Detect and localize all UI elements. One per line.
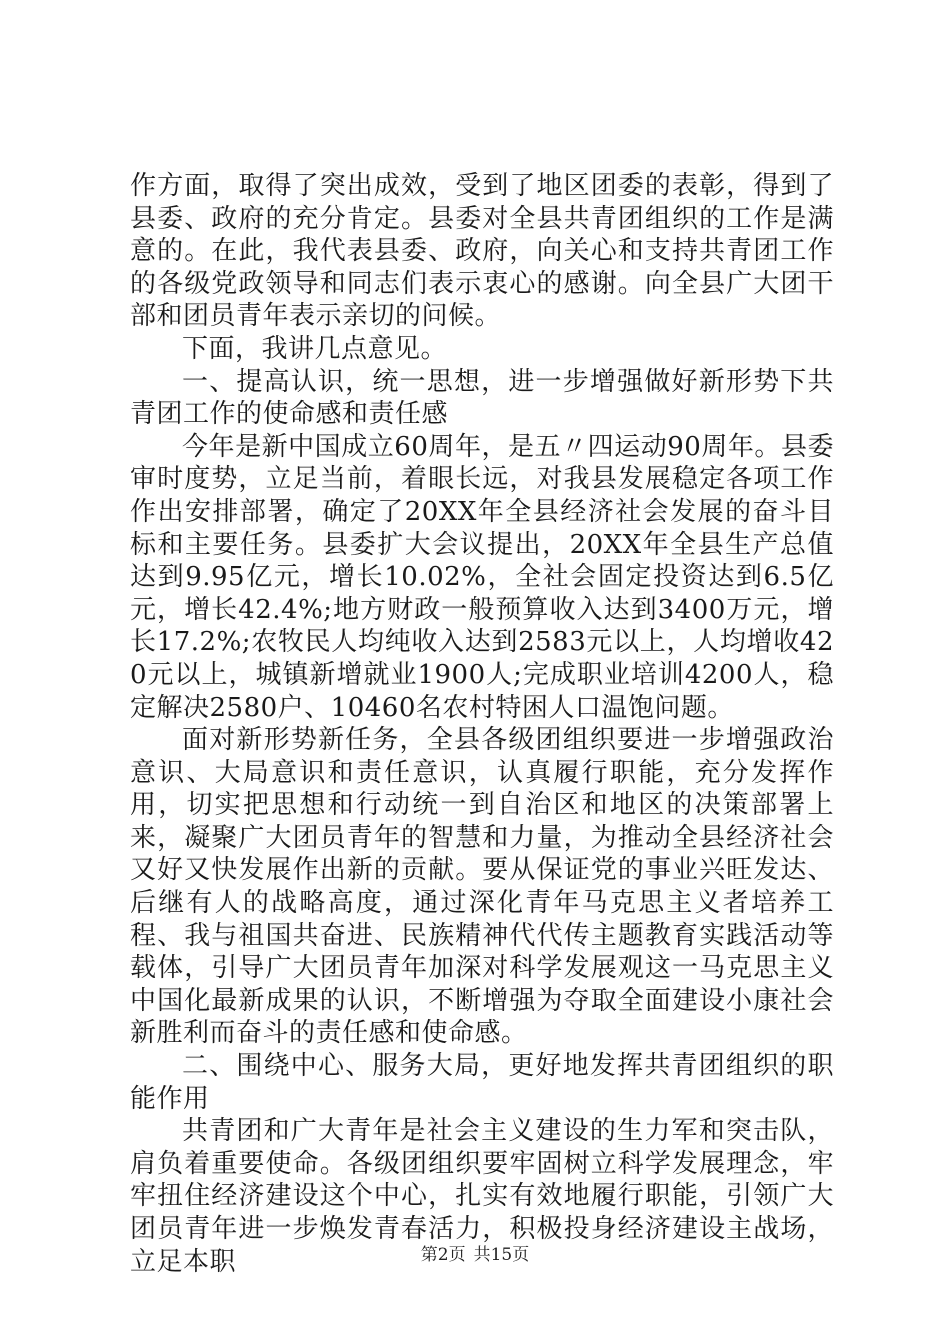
section-heading-one: 一、提高认识，统一思想，进一步增强做好新形势下共青团工作的使命感和责任感 <box>130 366 834 430</box>
paragraph-opinions-intro: 下面，我讲几点意见。 <box>182 333 448 364</box>
document-body <box>130 170 834 1278</box>
page-footer <box>0 1244 950 1266</box>
paragraph-intro-thanks: 作方面，取得了突出成效，受到了地区团委的表彰，得到了县委、政府的充分肯定。县委对全县共青团组织的工作是满意的。在此，我代表县委、政府，向关心和支持共青团工作的各级党政领导和同志们表示衷心的感谢。向全县广大团干部和团员青年表示亲切的问候。 <box>130 171 834 332</box>
paragraph-economic-targets: 今年是新中国成立60周年，是五〃四运动90周年。县委审时度势，立足当前，着眼长远，对我县发展稳定各项工作作出安排部署，确定了20XX年全县经济社会发展的奋斗目标和主要任务。县委扩大会议提出，20XX年全县生产总值达到9.95亿元，增长10.02%，全社会固定投资达到6.5亿元，增长42.4%;地方财政一般预算收入达到3400万元，增长17.2%;农牧民人均纯收入达到2583元以上，人均增收420元以上，城镇新增就业1900人;完成职业培训4200人，稳定解决2580户、10460名农村特困人口温饱问题。 <box>130 431 834 723</box>
section-heading-two: 二、围绕中心、服务大局，更好地发挥共青团组织的职能作用 <box>130 1051 834 1114</box>
page-number: 第2页 <box>420 1245 466 1265</box>
page-total: 共15页 <box>473 1245 530 1265</box>
paragraph-youth-role: 共青团和广大青年是社会主义建设的生力军和突击队，肩负着重要使命。各级团组织要牢固树立科学发展理念，牢牢扭住经济建设这个中心，扎实有效地履行职能，引领广大团员青年进一步焕发青春活力，积极投身经济建设主战场，立足本职 <box>130 1116 834 1277</box>
paragraph-new-tasks: 面对新形势新任务，全县各级团组织要进一步增强政治意识、大局意识和责任意识，认真履行职能，充分发挥作用，切实把思想和行动统一到自治区和地区的决策部署上来，凝聚广大团员青年的智慧和力量，为推动全县经济社会又好又快发展作出新的贡献。要从保证党的事业兴旺发达、后继有人的战略高度，通过深化青年马克思主义者培养工程、我与祖国共奋进、民族精神代代传主题教育实践活动等载体，引导广大团员青年加深对科学发展观这一马克思主义中国化最新成果的认识，不断增强为夺取全面建设小康社会新胜利而奋斗的责任感和使命感。 <box>130 725 834 1049</box>
